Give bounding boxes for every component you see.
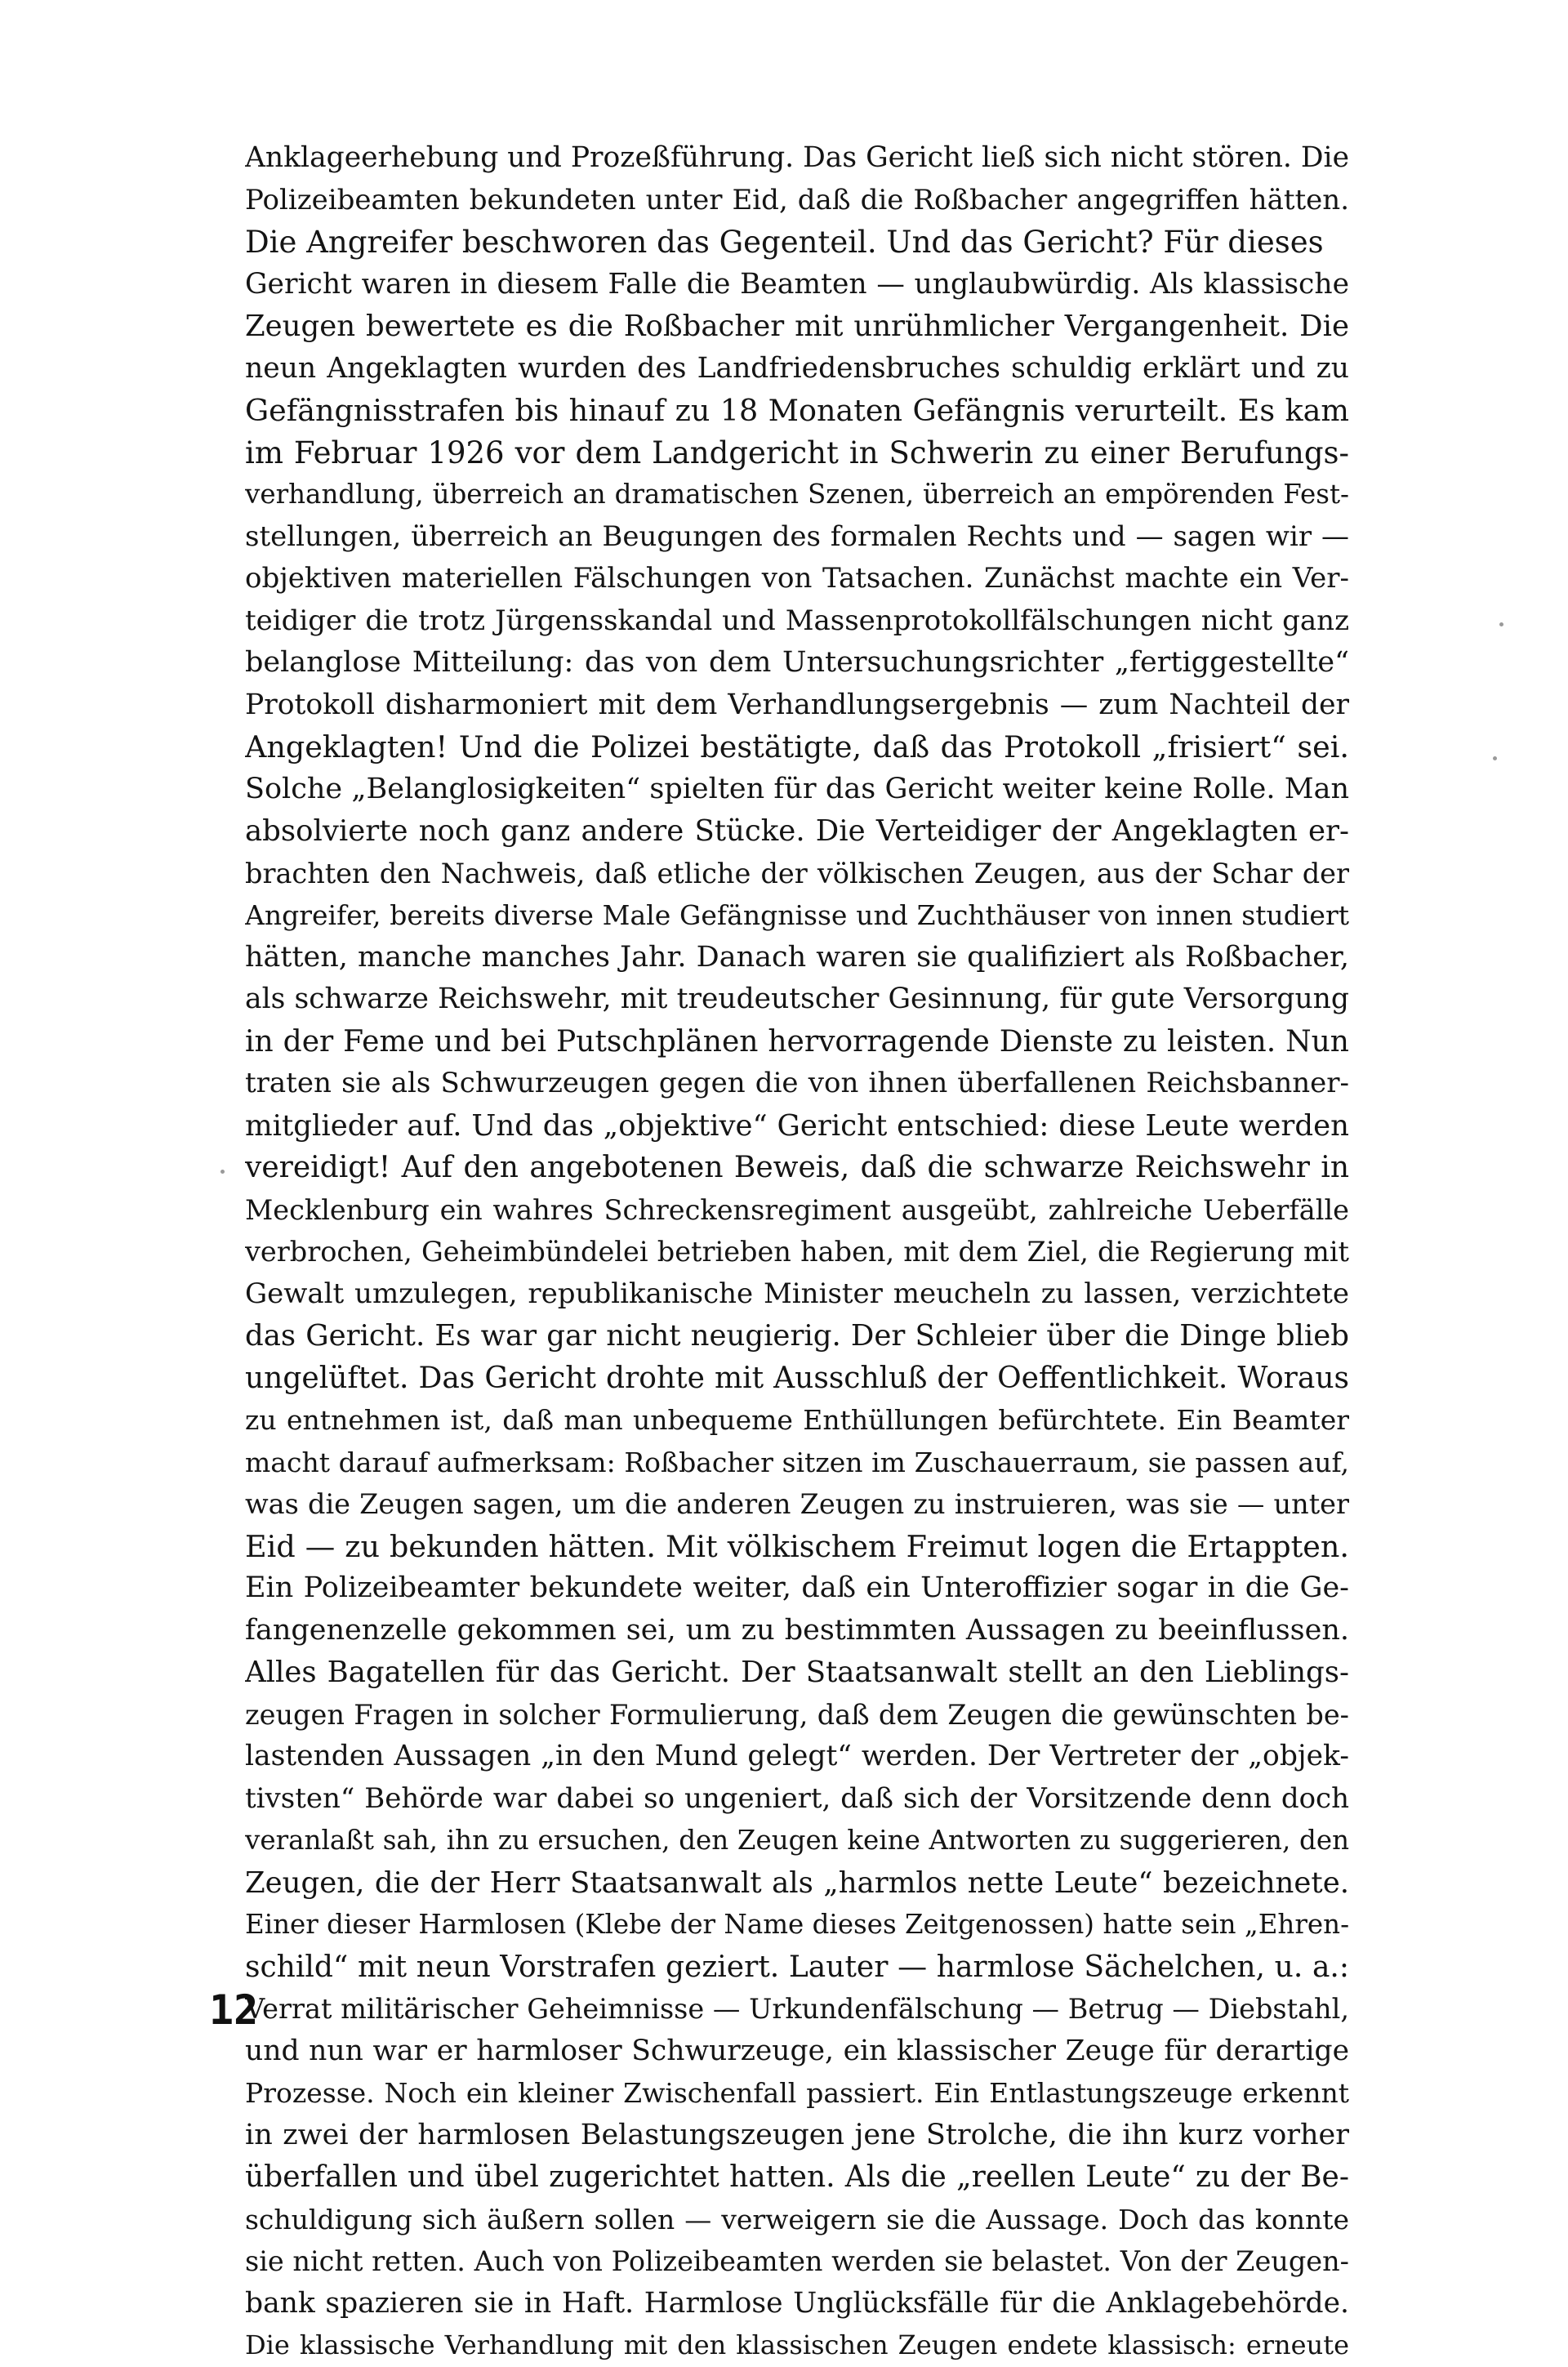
text-line: Gefängnisstrafen bis hinauf zu 18 Monaten Gefängnis verurteilt. Es kam <box>245 393 1349 428</box>
text-line: und nun war er harmloser Schwurzeuge, ein klassischer Zeuge für derartige <box>245 2034 1349 2067</box>
text-line: Gewalt umzulegen, republikanische Minister meucheln zu lassen, verzichtete <box>245 1277 1349 1310</box>
text-line: verhandlung, überreich an dramatischen Szenen, überreich an empörenden Fest- <box>245 479 1349 510</box>
text-line: schild“ mit neun Vorstrafen geziert. Lauter — harmlose Sächelchen, u. a.: <box>245 1950 1349 1984</box>
text-line: zeugen Fragen in solcher Formulierung, daß dem Zeugen die gewünschten be- <box>245 1698 1349 1731</box>
text-line: Zeugen bewertete es die Roßbacher mit unrühmlicher Vergangenheit. Die <box>245 310 1349 343</box>
text-line: Zeugen, die der Herr Staatsanwalt als „harmlos nette Leute“ bezeichnete. <box>245 1866 1349 1900</box>
text-line: absolvierte noch ganz andere Stücke. Die Verteidiger der Angeklagten er- <box>245 814 1349 848</box>
text-line: Solche „Belanglosigkeiten“ spielten für das Gericht weiter keine Rolle. Man <box>245 772 1349 805</box>
text-line: was die Zeugen sagen, um die anderen Zeugen zu instruieren, was sie — unter <box>245 1488 1349 1520</box>
text-line: Anklageerhebung und Prozeßführung. Das Gericht ließ sich nicht stören. Die <box>245 141 1349 174</box>
text-line: brachten den Nachweis, daß etliche der völkischen Zeugen, aus der Schar der <box>245 857 1349 889</box>
text-line: Protokoll disharmoniert mit dem Verhandlungsergebnis — zum Nachteil der <box>245 688 1349 721</box>
page-number: 12 <box>209 1986 259 2034</box>
text-line: in der Feme und bei Putschplänen hervorragende Dienste zu leisten. Nun <box>245 1024 1349 1059</box>
text-line: mitglieder auf. Und das „objektive“ Gericht entschied: diese Leute werden <box>245 1108 1349 1143</box>
print-speck <box>220 1170 225 1174</box>
text-line: Angreifer, bereits diverse Male Gefängnisse und Zuchthäuser von innen studiert <box>245 899 1349 931</box>
text-line: teidiger die trotz Jürgensskandal und Massenprotokollfälschungen nicht ganz <box>245 604 1349 637</box>
text-line: vereidigt! Auf den angebotenen Beweis, daß die schwarze Reichswehr in <box>245 1151 1349 1184</box>
text-line: veranlaßt sah, ihn zu ersuchen, den Zeugen keine Antworten zu suggerieren, den <box>245 1825 1349 1856</box>
text-line: Mecklenburg ein wahres Schreckensregiment ausgeübt, zahlreiche Ueberfälle <box>245 1193 1349 1226</box>
text-line: sie nicht retten. Auch von Polizeibeamten werden sie belastet. Von der Zeugen- <box>245 2245 1349 2277</box>
text-line: überfallen und übel zugerichtet hatten. Als die „reellen Leute“ zu der Be- <box>245 2160 1349 2194</box>
text-line: ungelüftet. Das Gericht drohte mit Ausschluß der Oeffentlichkeit. Woraus <box>245 1361 1349 1395</box>
text-line: fangenenzelle gekommen sei, um zu bestimmten Aussagen zu beeinflussen. <box>245 1613 1349 1647</box>
text-line: Eid — zu bekunden hätten. Mit völkischem Freimut logen die Ertappten. <box>245 1528 1349 1564</box>
text-line: im Februar 1926 vor dem Landgericht in Schwerin zu einer Berufungs- <box>245 435 1349 470</box>
text-line: Einer dieser Harmlosen (Klebe der Name dieses Zeitgenossen) hatte sein „Ehren- <box>245 1909 1349 1940</box>
text-line: Angeklagten! Und die Polizei bestätigte, daß das Protokoll „frisiert“ sei. <box>245 729 1349 764</box>
text-line: Alles Bagatellen für das Gericht. Der Staatsanwalt stellt an den Lieblings- <box>245 1656 1349 1689</box>
text-line: Ein Polizeibeamter bekundete weiter, daß ein Unteroffizier sogar in die Ge- <box>245 1571 1349 1604</box>
text-line: das Gericht. Es war gar nicht neugierig. Der Schleier über die Dinge blieb <box>245 1319 1349 1353</box>
text-line: zu entnehmen ist, daß man unbequeme Enthüllungen befürchtete. Ein Beamter <box>245 1404 1349 1436</box>
text-line: hätten, manche manches Jahr. Danach waren sie qualifiziert als Roßbacher, <box>245 940 1349 974</box>
text-line: objektiven materiellen Fälschungen von Tatsachen. Zunächst machte ein Ver- <box>245 562 1349 595</box>
text-line: Polizeibeamten bekundeten unter Eid, daß die Roßbacher angegriffen hätten. <box>245 183 1349 216</box>
text-line: Gericht waren in diesem Falle die Beamten — unglaubwürdig. Als klassische <box>245 267 1349 301</box>
text-line: neun Angeklagten wurden des Landfriedensbruches schuldig erklärt und zu <box>245 351 1349 385</box>
text-line: verbrochen, Geheimbündelei betrieben haben, mit dem Ziel, die Regierung mit <box>245 1236 1349 1268</box>
print-speck <box>1493 756 1497 760</box>
text-line: lastenden Aussagen „in den Mund gelegt“ werden. Der Vertreter der „objek- <box>245 1740 1349 1772</box>
text-line: schuldigung sich äußern sollen — verweigern sie die Aussage. Doch das konnte <box>245 2203 1349 2236</box>
body-text <box>245 137 1349 2367</box>
text-line: tivsten“ Behörde war dabei so ungeniert, daß sich der Vorsitzende denn doch <box>245 1781 1349 1815</box>
text-line: belanglose Mitteilung: das von dem Untersuchungsrichter „fertiggestellte“ <box>245 646 1349 679</box>
text-line: stellungen, überreich an Beugungen des formalen Rechts und — sagen wir — <box>245 519 1349 553</box>
text-line: traten sie als Schwurzeugen gegen die von ihnen überfallenen Reichsbanner- <box>245 1067 1349 1099</box>
text-line: Die klassische Verhandlung mit den klassischen Zeugen endete klassisch: erneute <box>245 2329 1349 2360</box>
text-line: bank spazieren sie in Haft. Harmlose Unglücksfälle für die Anklagebehörde. <box>245 2286 1349 2320</box>
text-line: Verrat militärischer Geheimnisse — Urkundenfälschung — Betrug — Diebstahl, <box>245 1993 1349 2025</box>
text-line: Die Angreifer beschworen das Gegenteil. Und das Gericht? Für dieses <box>245 225 1324 260</box>
text-line: Prozesse. Noch ein kleiner Zwischenfall passiert. Ein Entlastungszeuge erkennt <box>245 2077 1349 2109</box>
print-speck <box>1499 622 1503 626</box>
text-line: macht darauf aufmerksam: Roßbacher sitzen im Zuschauerraum, sie passen auf, <box>245 1446 1349 1478</box>
text-line: in zwei der harmlosen Belastungszeugen jene Strolche, die ihn kurz vorher <box>245 2118 1349 2151</box>
text-line: als schwarze Reichswehr, mit treudeutscher Gesinnung, für gute Versorgung <box>245 983 1349 1015</box>
